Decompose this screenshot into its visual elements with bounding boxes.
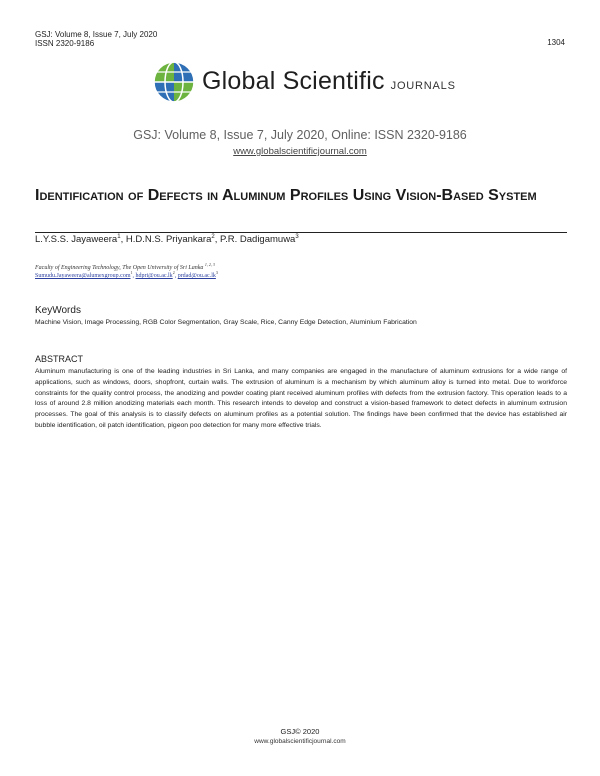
author-mark: 3 <box>295 234 299 240</box>
email-link[interactable]: Sumudu.Jayaweera@alumexgroup.com <box>35 273 131 279</box>
email-list: Sumudu.Jayaweera@alumexgroup.com$^1$, $hdpri@ou.ac.lk^2$, $prdad@ou.ac.lk^3$ <box>35 270 218 279</box>
logo-suffix: JOURNALS <box>390 80 456 92</box>
email-link[interactable]: prdad@ou.ac.lk <box>177 273 216 279</box>
affiliation-marks: 1, 2, 3 <box>204 262 215 267</box>
journal-logo <box>152 60 456 104</box>
header-journal-line: GSJ: Volume 8, Issue 7, July 2020 <box>35 30 158 39</box>
email-link[interactable]: hdpri@ou.ac.lk <box>135 273 173 279</box>
email-mark: 3 <box>215 270 218 275</box>
header-issn: ISSN 2320-9186 <box>35 39 95 48</box>
author-name: H.D.N.S. Priyankara <box>125 234 212 246</box>
author-list: L.Y.S.S. Jayaweera$^1$, H.D.N.S. Priyankara$^2$, P.R. Dadigamuwa$^3$ <box>35 234 299 246</box>
abstract-text: Aluminum manufacturing is one of the leading industries in Sri Lanka, and many companies are engaged in the manufacture of aluminum extrusions for a wide range of applications, such as windows, doors, shopfront, curtain walls. The extrusion of aluminum is a mechanism by which aluminum alloy is turned into metal. Due to workforce constraints for the quality control process, the anodizing and powder coating plant received aluminum profiles with defects from the extrusion factory. This operation leads to a loss of around 2.8 million anodizing materials each month. This research intends to develop and construct a vision-based framework to detect defects in aluminum extrusion processes. The goal of this analysis is to classify defects on aluminum profiles as a potential solution. The findings have been confirmed that the device has established air bubble identification, oil patch identification, pigeon poo detection for many more effective trials. <box>35 368 567 429</box>
abstract-heading: ABSTRACT <box>35 354 84 364</box>
title-divider <box>35 232 567 233</box>
logo-wordmark <box>202 67 456 96</box>
author-mark: 1 <box>117 234 121 240</box>
author-name: L.Y.S.S. Jayaweera <box>35 234 118 246</box>
journal-info-line: GSJ: Volume 8, Issue 7, July 2020, Online: ISSN 2320-9186 <box>133 128 467 142</box>
journal-url-link[interactable]: www.globalscientificjournal.com <box>233 146 367 157</box>
author-name: P.R. Dadigamuwa <box>220 234 296 246</box>
page-number: 1304 <box>547 38 565 47</box>
footer-copyright: GSJ© 2020 <box>280 727 320 736</box>
footer-url: www.globalscientificjournal.com <box>254 738 346 745</box>
email-mark: 2 <box>172 270 175 275</box>
author-mark: 2 <box>211 234 215 240</box>
affiliation-text: Faculty of Engineering Technology, The Open University of Sri Lanka <box>35 265 204 271</box>
globe-icon <box>152 60 196 104</box>
keywords-heading: KeyWords <box>35 305 81 316</box>
keywords-text: Machine Vision, Image Processing, RGB Color Segmentation, Gray Scale, Rice, Canny Edge Detection, Aluminium Fabrication <box>35 319 417 326</box>
email-mark: 1 <box>130 270 133 275</box>
logo-name: Global Scientific <box>202 67 385 95</box>
paper-title: Identification of Defects in Aluminum Profiles Using Vision-Based System <box>35 187 537 204</box>
